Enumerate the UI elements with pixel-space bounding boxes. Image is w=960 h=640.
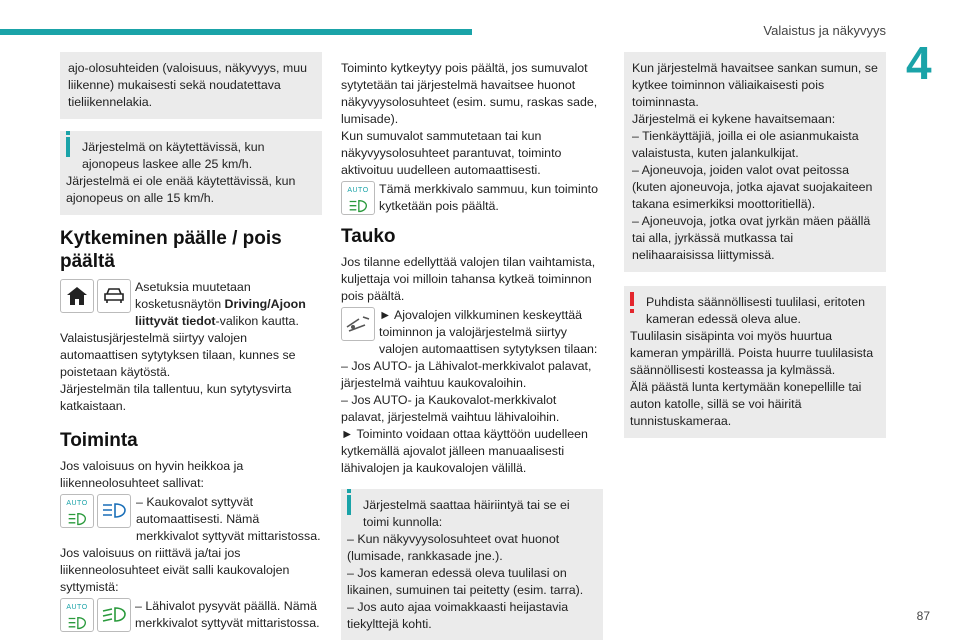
info-note bbox=[341, 489, 603, 640]
info-box bbox=[60, 52, 322, 119]
page-number: 87 bbox=[916, 609, 930, 623]
list-item: – Jos AUTO- ja Lähivalot-merkkivalot palavat, järjestelmä vaihtuu kaukovaloihin. bbox=[341, 359, 592, 390]
list-item: – Jos auto ajaa voimakkaasti heijastavia tiekylttejä kohti. bbox=[347, 600, 569, 631]
settings-text: Asetuksia muutetaan kosketusnäytön bbox=[135, 280, 251, 311]
info-icon bbox=[66, 137, 70, 157]
paragraph: ► Toiminto voidaan ottaa käyttöön uudelleen kytkemällä ajovalot jälleen manuaalisesti lähivalojen ja kaukovalojen välillä. bbox=[341, 427, 588, 475]
headlamp-flash-icon bbox=[341, 307, 375, 341]
info-box bbox=[624, 52, 886, 272]
paragraph: Kun sumuvalot sammutetaan tai kun näkyvyysolosuhteet parantuvat, toiminto aktivoituu uudelleen automaattisesti. bbox=[341, 129, 562, 177]
list-item: – Ajoneuvoja, joiden valot ovat peitossa (kuten ajoneuvoja, jotka ajavat suojakaiteen takana esimerkiksi moottoritiellä). bbox=[632, 163, 873, 211]
home-icon bbox=[60, 279, 94, 313]
info-icon bbox=[347, 495, 351, 515]
box-text: Järjestelmä ei kykene havaitsemaan: bbox=[632, 112, 836, 126]
settings-row bbox=[60, 279, 322, 330]
auto-off-text: Tämä merkkivalo sammuu, kun toiminto kytketään pois päältä. bbox=[379, 182, 598, 213]
high-beam-icon bbox=[97, 494, 131, 528]
note-text: Tuulilasin sisäpinta voi myös huurtua kameran ympärillä. Poista huurre tuulilasista säännöllisesti kosteassa ja kylmässä. bbox=[630, 329, 874, 377]
note-text: Järjestelmä on käytettävissä, kun ajonopeus laskee alle 25 km/h. bbox=[82, 140, 265, 171]
warning-icon bbox=[630, 292, 634, 306]
low-beam-icon bbox=[97, 598, 131, 632]
flash-text: ► Ajovalojen vilkkuminen keskeyttää toiminnon ja valojärjestelmä siirtyy valojen automaattisen sytytyksen tilaan: bbox=[379, 308, 598, 356]
auto-light-icon: AUTO bbox=[341, 181, 375, 215]
auto-high-beam-icon: AUTO bbox=[60, 494, 94, 528]
note-text: Järjestelmä ei ole enää käytettävissä, kun ajonopeus on alle 15 km/h. bbox=[66, 174, 296, 205]
settings-text: -valikon kautta. bbox=[215, 314, 299, 328]
warning-note bbox=[624, 286, 886, 438]
heading-tauko: Tauko bbox=[341, 226, 396, 247]
auto-low-beam-icon: AUTO bbox=[60, 598, 94, 632]
column-2 bbox=[341, 52, 603, 640]
paragraph: Järjestelmän tila tallentuu, kun sytytysvirta katkaistaan. bbox=[60, 382, 292, 413]
list-item: – Kun näkyvyysolosuhteet ovat huonot (lumisade, rankkasade jne.). bbox=[347, 532, 560, 563]
header-accent-bar bbox=[0, 29, 472, 35]
list-item: – Tienkäyttäjiä, joilla ei ole asianmukaista valaistusta, kuten jalankulkijat. bbox=[632, 129, 859, 160]
list-item: – Jos kameran edessä oleva tuulilasi on likainen, sumuinen tai peitetty (esim. tarra). bbox=[347, 566, 584, 597]
flash-row bbox=[341, 307, 603, 358]
section-title: Valaistus ja näkyvyys bbox=[763, 23, 886, 38]
high-beam-description: – Kaukovalot syttyvät automaattisesti. Nämä merkkivalot syttyvät mittaristossa. bbox=[136, 495, 321, 543]
low-beam-description: – Lähivalot pysyvät päällä. Nämä merkkivalot syttyvät mittaristossa. bbox=[135, 599, 320, 630]
info-note bbox=[60, 131, 322, 215]
note-text: Älä päästä lunta kertymään konepellille tai auton katolle, sillä se voi häiritä tunnistuskameraa. bbox=[630, 380, 862, 428]
heading-toiminta: Toiminta bbox=[60, 430, 138, 451]
column-1 bbox=[60, 52, 322, 632]
list-item: – Ajoneuvoja, jotka ovat jyrkän mäen päällä tai alla, jyrkässä mutkassa tai nelihaaraisissa liittymissä. bbox=[632, 214, 871, 262]
list-item: – Jos AUTO- ja Kaukovalot-merkkivalot palavat, järjestelmä vaihtuu lähivaloihin. bbox=[341, 393, 560, 424]
heading-on-off: Kytkeminen päälle / pois päältä bbox=[60, 228, 282, 272]
paragraph: Jos valoisuus on riittävä ja/tai jos liikenneolosuhteet eivät salli kaukovalojen syttymistä: bbox=[60, 546, 290, 594]
low-beam-row bbox=[60, 598, 322, 632]
car-icon bbox=[97, 279, 131, 313]
paragraph: Valaistusjärjestelmä siirtyy valojen automaattisen sytytyksen tilaan, kunnes se poistetaan käytöstä. bbox=[60, 331, 296, 379]
settings-menu-name: Driving/Ajoon liittyvät tiedot bbox=[135, 297, 306, 328]
paragraph: Toiminto kytkeytyy pois päältä, jos sumuvalot sytytetään tai järjestelmä havaitsee huonot näkyvyysolosuhteet (esim. sumu, raskas sade, lumisade). bbox=[341, 61, 598, 126]
column-3 bbox=[624, 52, 886, 450]
paragraph: Jos tilanne edellyttää valojen tilan vaihtamista, kuljettaja voi milloin tahansa kytkeä toiminnon pois päältä. bbox=[341, 255, 596, 303]
note-text: Järjestelmä saattaa häiriintyä tai se ei toimi kunnolla: bbox=[363, 498, 570, 529]
paragraph: Jos valoisuus on hyvin heikkoa ja liikenneolosuhteet sallivat: bbox=[60, 459, 244, 490]
chapter-number: 4 bbox=[906, 37, 932, 89]
auto-off-row bbox=[341, 181, 603, 215]
box-text: Kun järjestelmä havaitsee sankan sumun, se kytkee toiminnon väliaikaisesti pois toiminnasta. bbox=[632, 61, 878, 109]
box-text: ajo-olosuhteiden (valoisuus, näkyvyys, muu liikenne) mukaisesti sekä noudatettava tieliikennelakia. bbox=[68, 61, 307, 109]
note-text: Puhdista säännöllisesti tuulilasi, eritoten kameran edessä oleva alue. bbox=[646, 295, 866, 326]
